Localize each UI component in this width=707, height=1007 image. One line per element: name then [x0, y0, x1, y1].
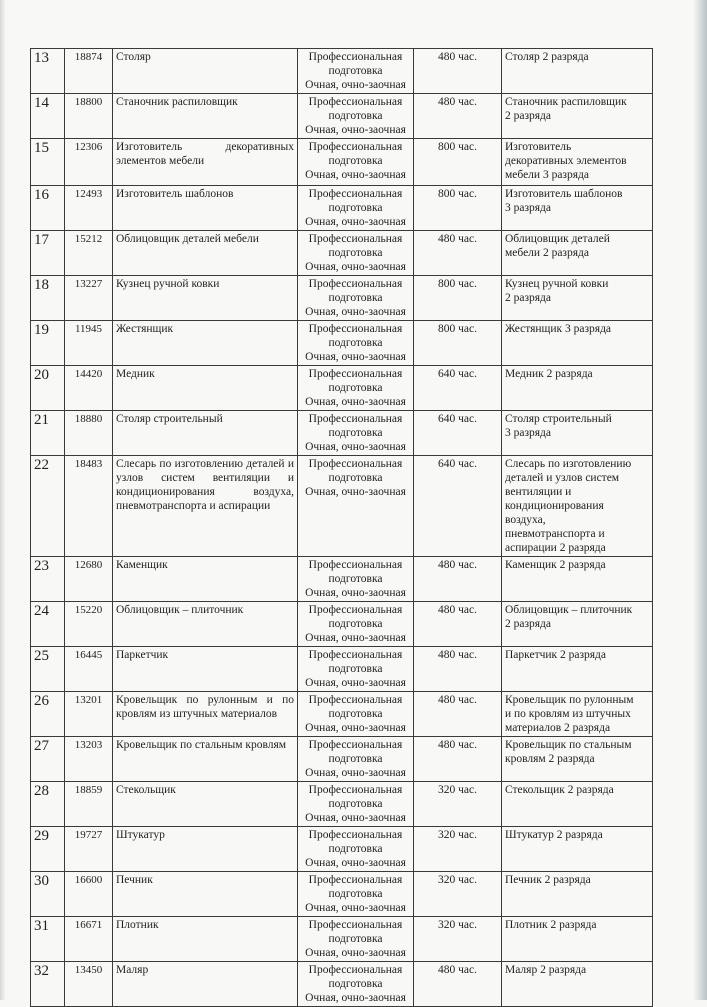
qualification: [502, 186, 653, 231]
profession-code: 18880: [65, 411, 113, 456]
profession-name: Станочник распиловщик: [113, 94, 298, 139]
qualification-line: Кровельщик по рулонным: [505, 694, 634, 706]
training-form-line: Очная, очно-заочная: [305, 216, 406, 228]
profession-code: 19727: [65, 827, 113, 872]
training-form-line: Очная, очно-заочная: [305, 441, 406, 453]
qualification-line: Столяр 2 разряда: [505, 51, 589, 63]
profession-code: 18859: [65, 782, 113, 827]
qualification-line: 3 разряда: [505, 427, 552, 439]
qualification: [502, 737, 653, 782]
row-number: 29: [31, 827, 65, 872]
training-form-line: подготовка: [328, 110, 383, 122]
qualification-line: 2 разряда: [505, 292, 552, 304]
training-hours: 480 час.: [414, 647, 502, 692]
profession-code: 13201: [65, 692, 113, 737]
training-form-line: подготовка: [328, 427, 383, 439]
training-form-line: подготовка: [328, 618, 383, 630]
profession-code: 12493: [65, 186, 113, 231]
training-form: [298, 557, 414, 602]
training-form: [298, 737, 414, 782]
training-form-line: Очная, очно-заочная: [305, 857, 406, 869]
training-form-line: Профессиональная: [308, 233, 403, 245]
profession-name: Облицовщик деталей мебели: [113, 231, 298, 276]
qualification-line: Каменщик 2 разряда: [505, 559, 606, 571]
table-row: [31, 557, 653, 602]
profession-name: Кровельщик по рулонным и по кровлям из штучных материалов: [113, 692, 298, 737]
qualification: [502, 94, 653, 139]
profession-name: Облицовщик – плиточник: [113, 602, 298, 647]
row-number: 15: [31, 139, 65, 186]
table-row: [31, 276, 653, 321]
training-form-line: Профессиональная: [308, 458, 403, 470]
training-form-line: Профессиональная: [308, 413, 403, 425]
training-form: [298, 456, 414, 557]
profession-name: Кузнец ручной ковки: [113, 276, 298, 321]
row-number: 31: [31, 917, 65, 962]
training-form-line: Профессиональная: [308, 919, 403, 931]
training-form-line: Очная, очно-заочная: [305, 767, 406, 779]
row-number: 17: [31, 231, 65, 276]
qualification-line: вентиляции и: [505, 486, 572, 498]
qualification-line: Столяр строительный: [505, 413, 612, 425]
row-number: 14: [31, 94, 65, 139]
training-form: [298, 139, 414, 186]
training-hours: 800 час.: [414, 139, 502, 186]
training-form: [298, 827, 414, 872]
profession-code: 13203: [65, 737, 113, 782]
qualification: [502, 872, 653, 917]
training-hours: 480 час.: [414, 557, 502, 602]
qualification: [502, 782, 653, 827]
training-form-line: подготовка: [328, 155, 383, 167]
table-row: [31, 456, 653, 557]
training-form-line: Профессиональная: [308, 694, 403, 706]
training-hours: 320 час.: [414, 827, 502, 872]
training-form-line: Профессиональная: [308, 829, 403, 841]
training-form-line: Профессиональная: [308, 739, 403, 751]
qualification-line: Паркетчик 2 разряда: [505, 649, 607, 661]
training-form-line: Очная, очно-заочная: [305, 306, 406, 318]
profession-name: Штукатур: [113, 827, 298, 872]
training-form-line: Очная, очно-заочная: [305, 169, 406, 181]
training-hours: 800 час.: [414, 321, 502, 366]
profession-name: Слесарь по изготовлению деталей и узлов систем вентиляции и кондиционирования воздуха, пневмотранспорта и аспирации: [113, 456, 298, 557]
profession-name: Изготовитель декоративных элементов мебели: [113, 139, 298, 186]
training-form-line: Профессиональная: [308, 323, 403, 335]
qualification-line: Облицовщик деталей: [505, 233, 610, 245]
profession-code: 16445: [65, 647, 113, 692]
training-form-line: Профессиональная: [308, 784, 403, 796]
training-form-line: подготовка: [328, 202, 383, 214]
qualification: [502, 917, 653, 962]
qualification-line: 3 разряда: [505, 202, 552, 214]
training-hours: 480 час.: [414, 962, 502, 1007]
training-form: [298, 366, 414, 411]
training-hours: 480 час.: [414, 49, 502, 94]
training-form-line: подготовка: [328, 933, 383, 945]
qualification-line: и по кровлям из штучных: [505, 708, 631, 720]
profession-code: 18800: [65, 94, 113, 139]
training-form-line: подготовка: [328, 65, 383, 77]
qualification-line: кондиционирования: [505, 500, 604, 512]
training-form-line: Очная, очно-заочная: [305, 992, 406, 1004]
row-number: 18: [31, 276, 65, 321]
training-form: [298, 49, 414, 94]
training-form-line: подготовка: [328, 573, 383, 585]
qualification: [502, 49, 653, 94]
profession-code: 15212: [65, 231, 113, 276]
qualification-line: воздуха,: [505, 514, 546, 526]
qualification-line: Облицовщик – плиточник: [505, 604, 633, 616]
training-hours: 480 час.: [414, 737, 502, 782]
training-form-line: Очная, очно-заочная: [305, 396, 406, 408]
training-form: [298, 692, 414, 737]
qualification-line: Слесарь по изготовлению: [505, 458, 632, 470]
training-form-line: подготовка: [328, 708, 383, 720]
training-form: [298, 231, 414, 276]
scan-edge-right: [693, 0, 707, 1000]
row-number: 27: [31, 737, 65, 782]
training-form-line: Профессиональная: [308, 278, 403, 290]
qualification: [502, 647, 653, 692]
training-hours: 320 час.: [414, 917, 502, 962]
row-number: 25: [31, 647, 65, 692]
profession-name: Столяр строительный: [113, 411, 298, 456]
qualification-line: Медник 2 разряда: [505, 368, 593, 380]
table-row: [31, 692, 653, 737]
qualification-line: пневмотранспорта и: [505, 528, 605, 540]
training-form: [298, 602, 414, 647]
row-number: 13: [31, 49, 65, 94]
qualification-line: кровлям 2 разряда: [505, 753, 595, 765]
training-form-line: Профессиональная: [308, 96, 403, 108]
profession-code: 11945: [65, 321, 113, 366]
table-row: [31, 186, 653, 231]
qualification-line: мебели 2 разряда: [505, 247, 589, 259]
profession-name: Столяр: [113, 49, 298, 94]
training-form-line: Очная, очно-заочная: [305, 351, 406, 363]
training-form-line: Очная, очно-заочная: [305, 79, 406, 91]
training-form-line: Очная, очно-заочная: [305, 722, 406, 734]
profession-name: Плотник: [113, 917, 298, 962]
training-form-line: Очная, очно-заочная: [305, 677, 406, 689]
row-number: 19: [31, 321, 65, 366]
row-number: 23: [31, 557, 65, 602]
qualification: [502, 411, 653, 456]
qualification: [502, 827, 653, 872]
row-number: 16: [31, 186, 65, 231]
row-number: 21: [31, 411, 65, 456]
training-hours: 480 час.: [414, 231, 502, 276]
training-hours: 800 час.: [414, 186, 502, 231]
row-number: 28: [31, 782, 65, 827]
table-row: [31, 94, 653, 139]
qualification-line: Печник 2 разряда: [505, 874, 591, 886]
qualification-line: декоративных элементов: [505, 155, 627, 167]
training-form-line: Очная, очно-заочная: [305, 812, 406, 824]
table-row: [31, 49, 653, 94]
profession-name: Жестянщик: [113, 321, 298, 366]
qualification-line: Жестянщик 3 разряда: [505, 323, 612, 335]
table-row: [31, 827, 653, 872]
qualification: [502, 276, 653, 321]
training-form-line: подготовка: [328, 292, 383, 304]
profession-code: 16671: [65, 917, 113, 962]
row-number: 32: [31, 962, 65, 1007]
training-form-line: Очная, очно-заочная: [305, 261, 406, 273]
qualification: [502, 366, 653, 411]
training-form-line: подготовка: [328, 978, 383, 990]
qualification-line: Плотник 2 разряда: [505, 919, 597, 931]
qualification: [502, 602, 653, 647]
training-form: [298, 782, 414, 827]
qualification-line: Стекольщик 2 разряда: [505, 784, 614, 796]
profession-code: 14420: [65, 366, 113, 411]
training-hours: 320 час.: [414, 782, 502, 827]
training-form-line: Очная, очно-заочная: [305, 587, 406, 599]
profession-name: Кровельщик по стальным кровлям: [113, 737, 298, 782]
qualification-line: аспирации 2 разряда: [505, 542, 606, 554]
training-form-line: Профессиональная: [308, 874, 403, 886]
profession-code: 12306: [65, 139, 113, 186]
table-row: [31, 872, 653, 917]
training-form-line: подготовка: [328, 382, 383, 394]
programs-table-body: [31, 49, 653, 1007]
qualification-line: 2 разряда: [505, 618, 552, 630]
qualification: [502, 692, 653, 737]
qualification: [502, 139, 653, 186]
profession-code: 12680: [65, 557, 113, 602]
training-form-line: Профессиональная: [308, 141, 403, 153]
row-number: 22: [31, 456, 65, 557]
training-form-line: подготовка: [328, 843, 383, 855]
training-form-line: Очная, очно-заочная: [305, 947, 406, 959]
table-row: [31, 782, 653, 827]
table-row: [31, 411, 653, 456]
profession-code: 13227: [65, 276, 113, 321]
profession-name: Маляр: [113, 962, 298, 1007]
profession-code: 15220: [65, 602, 113, 647]
training-hours: 640 час.: [414, 366, 502, 411]
training-form-line: подготовка: [328, 888, 383, 900]
profession-name: Стекольщик: [113, 782, 298, 827]
training-form-line: подготовка: [328, 337, 383, 349]
training-form: [298, 94, 414, 139]
training-form-line: Профессиональная: [308, 51, 403, 63]
qualification-line: мебели 3 разряда: [505, 169, 589, 181]
training-form-line: Профессиональная: [308, 188, 403, 200]
qualification-line: материалов 2 разряда: [505, 722, 611, 734]
training-hours: 800 час.: [414, 276, 502, 321]
training-form-line: Профессиональная: [308, 964, 403, 976]
profession-code: 18483: [65, 456, 113, 557]
training-form: [298, 917, 414, 962]
table-row: [31, 647, 653, 692]
qualification-line: Кровельщик по стальным: [505, 739, 632, 751]
training-hours: 640 час.: [414, 456, 502, 557]
training-form-line: Профессиональная: [308, 559, 403, 571]
training-form-line: подготовка: [328, 663, 383, 675]
training-form-line: Профессиональная: [308, 649, 403, 661]
training-form-line: Профессиональная: [308, 604, 403, 616]
training-hours: 320 час.: [414, 872, 502, 917]
training-form: [298, 321, 414, 366]
profession-name: Печник: [113, 872, 298, 917]
table-row: [31, 366, 653, 411]
qualification-line: Изготовитель шаблонов: [505, 188, 623, 200]
profession-name: Паркетчик: [113, 647, 298, 692]
table-row: [31, 602, 653, 647]
training-form: [298, 647, 414, 692]
training-form-line: подготовка: [328, 798, 383, 810]
training-hours: 480 час.: [414, 692, 502, 737]
profession-name: Медник: [113, 366, 298, 411]
training-hours: 640 час.: [414, 411, 502, 456]
profession-code: 13450: [65, 962, 113, 1007]
table-row: [31, 231, 653, 276]
scan-edge-left: [0, 0, 6, 1000]
profession-code: 18874: [65, 49, 113, 94]
training-form-line: Очная, очно-заочная: [305, 902, 406, 914]
table-row: [31, 321, 653, 366]
profession-code: 16600: [65, 872, 113, 917]
training-form-line: Очная, очно-заочная: [305, 124, 406, 136]
table-row: [31, 139, 653, 186]
qualification: [502, 231, 653, 276]
qualification: [502, 456, 653, 557]
training-form-line: подготовка: [328, 472, 383, 484]
qualification-line: Кузнец ручной ковки: [505, 278, 609, 290]
training-form-line: Очная, очно-заочная: [305, 486, 406, 498]
qualification-line: Изготовитель: [505, 141, 572, 153]
programs-table: [30, 48, 653, 1007]
training-form-line: подготовка: [328, 753, 383, 765]
training-hours: 480 час.: [414, 94, 502, 139]
qualification-line: деталей и узлов систем: [505, 472, 620, 484]
qualification: [502, 557, 653, 602]
training-form: [298, 872, 414, 917]
profession-name: Каменщик: [113, 557, 298, 602]
training-form: [298, 411, 414, 456]
training-form-line: Очная, очно-заочная: [305, 632, 406, 644]
qualification: [502, 321, 653, 366]
qualification-line: Маляр 2 разряда: [505, 964, 587, 976]
table-row: [31, 917, 653, 962]
training-form: [298, 186, 414, 231]
training-form: [298, 276, 414, 321]
row-number: 30: [31, 872, 65, 917]
qualification-line: 2 разряда: [505, 110, 552, 122]
row-number: 24: [31, 602, 65, 647]
qualification-line: Станочник распиловщик: [505, 96, 627, 108]
row-number: 20: [31, 366, 65, 411]
training-form-line: подготовка: [328, 247, 383, 259]
profession-name: Изготовитель шаблонов: [113, 186, 298, 231]
table-row: [31, 737, 653, 782]
row-number: 26: [31, 692, 65, 737]
training-form-line: Профессиональная: [308, 368, 403, 380]
qualification-line: Штукатур 2 разряда: [505, 829, 603, 841]
training-hours: 480 час.: [414, 602, 502, 647]
